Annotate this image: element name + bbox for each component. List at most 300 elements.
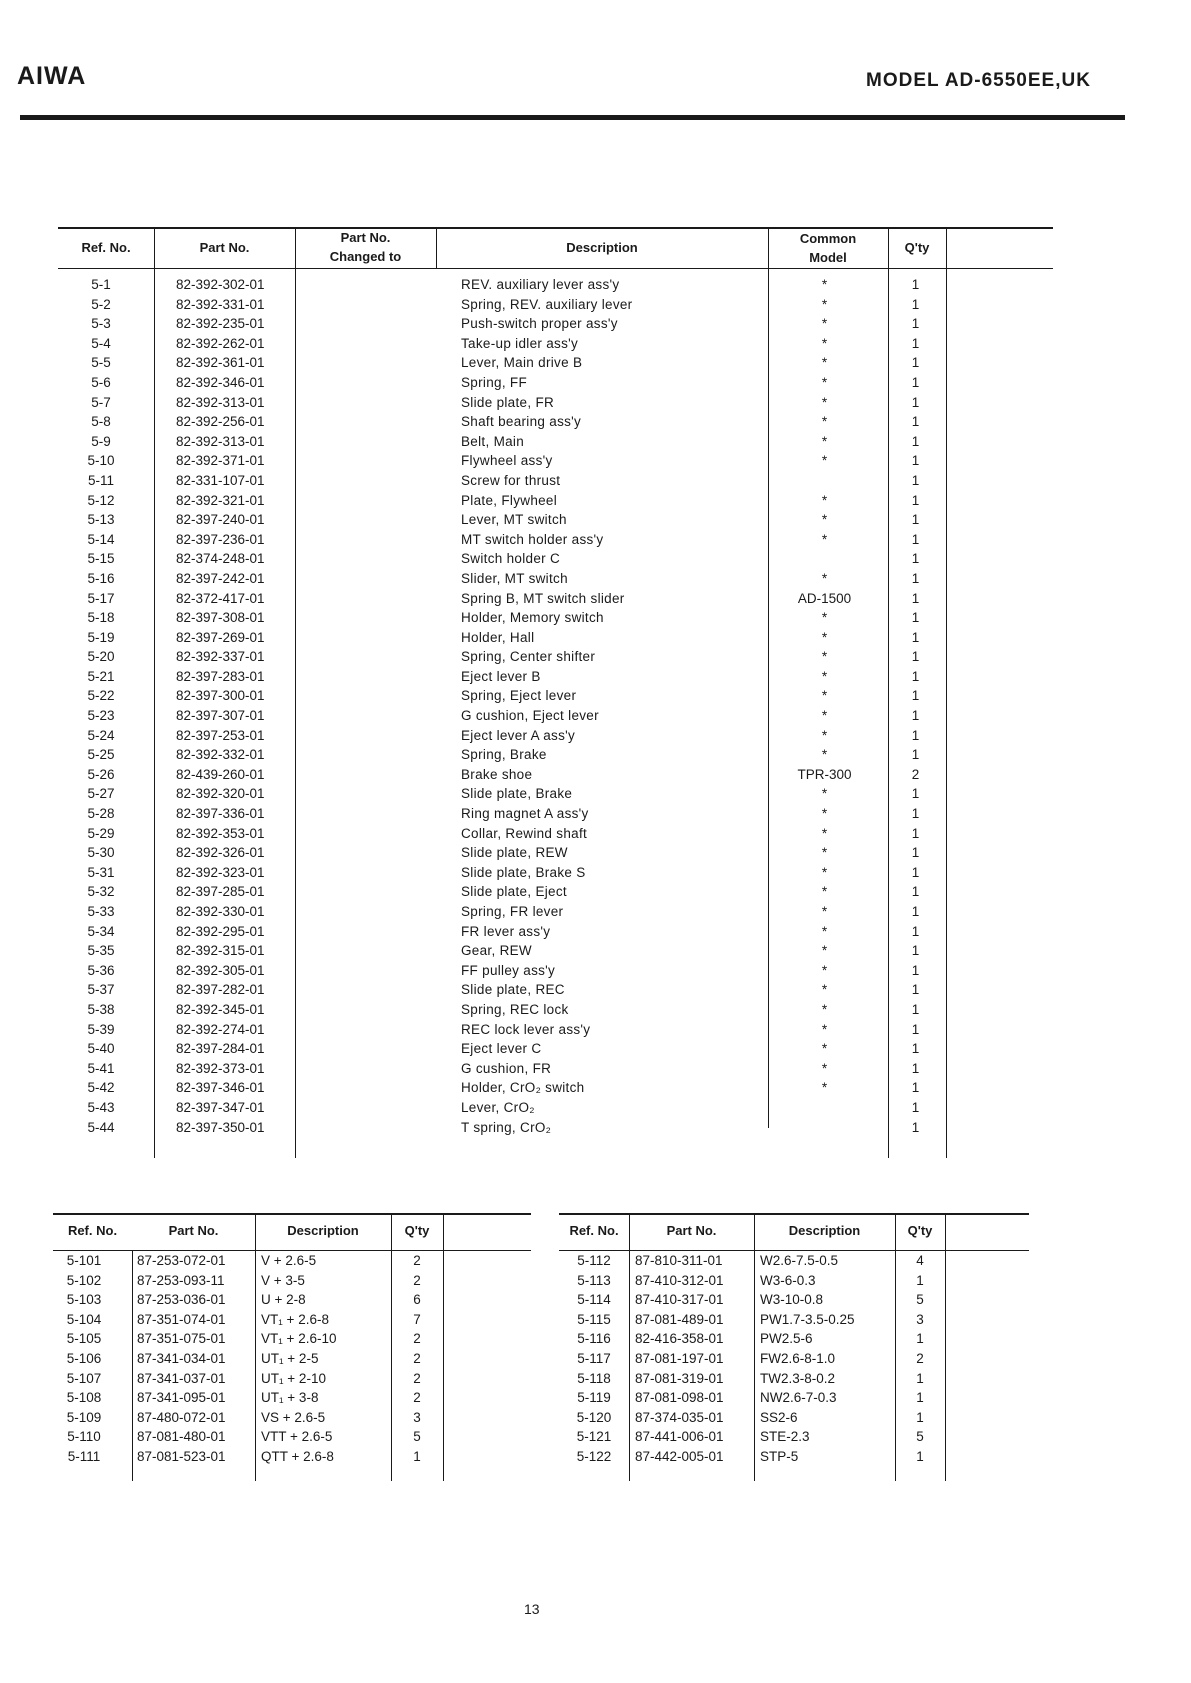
cell-common-model: *	[821, 786, 828, 802]
cell-qty: 1	[911, 1060, 920, 1076]
cell-common-model: *	[821, 962, 828, 978]
cell-part-no: 82-392-256-01	[176, 414, 265, 430]
cell-description: Spring, Eject lever	[461, 688, 577, 704]
cell-ref-no: 5-36	[87, 962, 115, 978]
cell-qty: 6	[413, 1292, 421, 1308]
cell-common-model: *	[821, 649, 828, 665]
cell-qty: 1	[911, 610, 920, 626]
cell-qty: 1	[911, 649, 920, 665]
cell-ref-no: 5-106	[66, 1350, 102, 1366]
cell-part-no: 82-392-337-01	[176, 649, 265, 665]
cell-ref-no: 5-27	[87, 786, 115, 802]
cell-qty: 3	[916, 1311, 924, 1327]
cell-ref-no: 5-12	[87, 492, 115, 508]
cell-description: Holder, CrO₂ switch	[461, 1080, 585, 1096]
cell-common-model: *	[821, 1041, 828, 1057]
cell-ref-no: 5-33	[87, 904, 115, 919]
cell-qty: 1	[911, 884, 920, 900]
cell-description: G cushion, Eject lever	[461, 708, 599, 724]
cell-description: Slide plate, REW	[461, 845, 568, 861]
cell-ref-no: 5-120	[576, 1409, 612, 1425]
cell-ref-no: 5-101	[66, 1253, 102, 1268]
cell-part-no: 82-397-347-01	[176, 1099, 265, 1115]
cell-common-model: *	[821, 374, 828, 390]
table-row	[58, 530, 1053, 550]
header-description: Description	[788, 1223, 861, 1238]
cell-ref-no: 5-40	[87, 1041, 115, 1057]
cell-common-model: *	[821, 355, 828, 371]
brand-logo: AIWA	[17, 62, 87, 90]
table-row	[58, 491, 1053, 511]
cell-common-model: *	[821, 335, 828, 351]
cell-ref-no: 5-102	[66, 1272, 102, 1288]
cell-ref-no: 5-3	[91, 316, 111, 332]
cell-part-no: 82-397-285-01	[176, 884, 265, 900]
cell-description: Spring, FF	[461, 374, 528, 390]
header-qty: Q'ty	[904, 240, 930, 255]
table-row	[58, 1000, 1053, 1020]
cell-description: W3-6-0.3	[760, 1272, 816, 1288]
cell-description: VS + 2.6-5	[261, 1409, 326, 1425]
cell-common-model: *	[821, 668, 828, 684]
cell-common-model: *	[821, 688, 828, 704]
table-row	[58, 667, 1053, 687]
table-row	[559, 1447, 1029, 1467]
cell-ref-no: 5-116	[577, 1331, 611, 1347]
table-row	[58, 706, 1053, 726]
cell-ref-no: 5-24	[87, 727, 115, 743]
cell-qty: 1	[911, 512, 920, 528]
cell-ref-no: 5-111	[67, 1448, 101, 1464]
table-row	[53, 1408, 531, 1428]
cell-part-no: 82-397-236-01	[176, 531, 265, 547]
cell-qty: 1	[911, 1099, 920, 1115]
cell-description: VT₁ + 2.6-8	[261, 1311, 329, 1327]
cell-description: TW2.3-8-0.2	[760, 1370, 836, 1386]
cell-qty: 5	[916, 1429, 924, 1445]
cell-description: Spring, Brake	[461, 747, 547, 763]
cell-common-model: *	[821, 727, 828, 743]
cell-part-no: 87-810-311-01	[635, 1253, 723, 1268]
cell-ref-no: 5-30	[87, 845, 115, 861]
cell-common-model: *	[821, 982, 828, 998]
cell-common-model: *	[821, 943, 828, 959]
cell-part-no: 82-392-353-01	[176, 825, 265, 841]
cell-common-model: *	[821, 708, 828, 724]
cell-description: REV. auxiliary lever ass'y	[461, 277, 620, 292]
cell-description: Slide plate, Eject	[461, 884, 567, 900]
table-row	[58, 824, 1053, 844]
cell-description: Spring, FR lever	[461, 904, 564, 919]
cell-qty: 1	[911, 629, 920, 645]
cell-part-no: 82-372-417-01	[176, 590, 265, 606]
cell-ref-no: 5-118	[577, 1370, 611, 1386]
cell-description: Lever, MT switch	[461, 512, 567, 528]
cell-description: Spring, Center shifter	[461, 649, 596, 665]
cell-part-no: 82-397-346-01	[176, 1080, 265, 1096]
cell-description: UT₁ + 2-5	[261, 1350, 319, 1366]
cell-description: Slider, MT switch	[461, 570, 568, 586]
cell-description: VT₁ + 2.6-10	[261, 1331, 337, 1347]
table-row	[58, 353, 1053, 373]
cell-description: U + 2-8	[261, 1292, 306, 1308]
column-divider	[946, 227, 947, 268]
cell-common-model: *	[821, 277, 828, 292]
cell-description: FR lever ass'y	[461, 923, 551, 939]
cell-part-no: 87-351-074-01	[137, 1311, 226, 1327]
cell-description: V + 2.6-5	[261, 1253, 317, 1268]
cell-part-no: 82-397-284-01	[176, 1041, 265, 1057]
cell-ref-no: 5-113	[577, 1272, 611, 1288]
cell-common-model: *	[821, 1021, 828, 1037]
cell-common-model: *	[821, 610, 828, 626]
cell-ref-no: 5-39	[87, 1021, 115, 1037]
cell-part-no: 82-392-346-01	[176, 374, 265, 390]
cell-description: Brake shoe	[461, 766, 533, 782]
cell-qty: 1	[911, 668, 920, 684]
table-row	[58, 686, 1053, 706]
header-qty: Q'ty	[907, 1223, 933, 1238]
table-row	[559, 1310, 1029, 1330]
cell-ref-no: 5-6	[91, 374, 111, 390]
cell-qty: 1	[911, 943, 920, 959]
cell-description: Gear, REW	[461, 943, 532, 959]
table-top-rule	[53, 1213, 531, 1215]
cell-common-model: *	[821, 512, 828, 528]
cell-part-no: 82-392-235-01	[176, 316, 265, 332]
screw-table-left	[53, 1213, 531, 1481]
cell-common-model: *	[821, 1080, 828, 1096]
cell-common-model: *	[821, 492, 828, 508]
table-row	[559, 1349, 1029, 1369]
cell-ref-no: 5-43	[87, 1099, 115, 1115]
cell-ref-no: 5-104	[66, 1311, 102, 1327]
table-row	[58, 295, 1053, 315]
cell-description: Ring magnet A ass'y	[461, 806, 589, 822]
cell-ref-no: 5-9	[91, 433, 111, 449]
table-row	[58, 510, 1053, 530]
cell-part-no: 82-392-302-01	[176, 277, 265, 292]
model-title: MODEL AD-6550EE,UK	[866, 70, 1091, 91]
cell-description: Slide plate, FR	[461, 394, 555, 410]
table-row	[58, 882, 1053, 902]
table-row	[53, 1251, 531, 1271]
table-row	[53, 1310, 531, 1330]
cell-part-no: 87-081-523-01	[137, 1448, 226, 1464]
cell-qty: 1	[911, 982, 920, 998]
cell-ref-no: 5-32	[87, 884, 115, 900]
cell-ref-no: 5-107	[66, 1370, 102, 1386]
cell-ref-no: 5-37	[87, 982, 115, 998]
cell-description: Push-switch proper ass'y	[461, 316, 618, 332]
table-row	[53, 1388, 531, 1408]
table-row	[53, 1427, 531, 1447]
cell-ref-no: 5-119	[577, 1390, 611, 1406]
cell-qty: 1	[911, 747, 920, 763]
cell-description: Slide plate, Brake	[461, 786, 573, 802]
table-row	[58, 1059, 1053, 1079]
cell-qty: 1	[916, 1409, 924, 1425]
cell-description: STE-2.3	[760, 1429, 810, 1445]
table-row	[58, 1078, 1053, 1098]
cell-part-no: 82-439-260-01	[176, 766, 265, 782]
cell-description: G cushion, FR	[461, 1060, 552, 1076]
table-row	[53, 1271, 531, 1291]
cell-qty: 2	[911, 766, 920, 782]
cell-ref-no: 5-26	[87, 766, 115, 782]
cell-part-no: 82-397-307-01	[176, 708, 265, 724]
cell-part-no: 87-351-075-01	[137, 1331, 226, 1347]
cell-common-model: TPR-300	[797, 766, 852, 782]
cell-part-no: 82-416-358-01	[635, 1331, 724, 1347]
table-row	[58, 902, 1053, 922]
cell-qty: 2	[413, 1253, 421, 1268]
cell-common-model: *	[821, 884, 828, 900]
cell-description: Screw for thrust	[461, 472, 561, 488]
cell-description: Spring, REC lock	[461, 1001, 569, 1017]
table-row	[559, 1369, 1029, 1389]
cell-part-no: 82-392-321-01	[176, 492, 265, 508]
cell-ref-no: 5-4	[91, 335, 111, 351]
cell-description: Lever, CrO₂	[461, 1099, 535, 1115]
table-row	[58, 608, 1053, 628]
cell-qty: 1	[911, 433, 920, 449]
cell-common-model: *	[821, 904, 828, 919]
cell-qty: 2	[413, 1350, 421, 1366]
cell-part-no: 82-397-350-01	[176, 1119, 265, 1135]
table-row	[58, 334, 1053, 354]
cell-qty: 1	[911, 277, 920, 292]
cell-part-no: 82-397-253-01	[176, 727, 265, 743]
cell-part-no: 82-392-320-01	[176, 786, 265, 802]
cell-qty: 1	[911, 492, 920, 508]
cell-ref-no: 5-42	[87, 1080, 115, 1096]
cell-common-model: *	[821, 806, 828, 822]
cell-part-no: 82-397-283-01	[176, 668, 265, 684]
table-row	[559, 1408, 1029, 1428]
cell-ref-no: 5-114	[577, 1292, 611, 1308]
cell-common-model: *	[821, 629, 828, 645]
cell-part-no: 82-392-313-01	[176, 394, 265, 410]
table-row	[58, 275, 1053, 295]
header-part-no-changed: Part No.	[340, 230, 391, 245]
cell-qty: 1	[916, 1390, 924, 1406]
cell-description: MT switch holder ass'y	[461, 531, 604, 547]
cell-part-no: 82-392-332-01	[176, 747, 265, 763]
cell-part-no: 87-410-317-01	[635, 1292, 724, 1308]
cell-common-model: *	[821, 453, 828, 469]
right-table-body	[559, 1251, 1029, 1467]
cell-ref-no: 5-29	[87, 825, 115, 841]
cell-qty: 1	[911, 472, 920, 488]
table-row	[53, 1290, 531, 1310]
cell-common-model: *	[821, 296, 828, 312]
table-row	[58, 784, 1053, 804]
cell-ref-no: 5-19	[87, 629, 115, 645]
table-row	[58, 765, 1053, 785]
cell-part-no: 87-410-312-01	[635, 1272, 724, 1288]
cell-qty: 1	[413, 1448, 421, 1464]
cell-part-no: 82-331-107-01	[176, 472, 265, 488]
cell-part-no: 87-253-072-01	[137, 1253, 226, 1268]
cell-ref-no: 5-110	[67, 1429, 101, 1445]
cell-qty: 7	[413, 1311, 421, 1327]
table-row	[53, 1447, 531, 1467]
cell-part-no: 87-341-095-01	[137, 1390, 226, 1406]
cell-qty: 1	[911, 727, 920, 743]
cell-common-model: *	[821, 570, 828, 586]
cell-qty: 1	[911, 551, 920, 567]
table-row	[58, 314, 1053, 334]
table-row	[58, 373, 1053, 393]
cell-ref-no: 5-14	[87, 531, 115, 547]
cell-description: Lever, Main drive B	[461, 355, 583, 371]
cell-ref-no: 5-31	[87, 864, 115, 880]
cell-ref-no: 5-112	[577, 1253, 611, 1268]
cell-ref-no: 5-103	[66, 1292, 102, 1308]
cell-description: Slide plate, REC	[461, 982, 565, 998]
cell-description: Holder, Hall	[461, 629, 535, 645]
cell-description: Plate, Flywheel	[461, 492, 558, 508]
cell-qty: 1	[911, 453, 920, 469]
cell-qty: 3	[413, 1409, 421, 1425]
cell-description: SS2-6	[760, 1409, 798, 1425]
cell-description: NW2.6-7-0.3	[760, 1390, 837, 1406]
cell-qty: 1	[911, 316, 920, 332]
cell-part-no: 87-081-489-01	[635, 1311, 724, 1327]
cell-part-no: 82-392-330-01	[176, 904, 265, 919]
cell-ref-no: 5-115	[577, 1311, 611, 1327]
cell-description: Switch holder C	[461, 551, 561, 567]
table-row	[58, 1020, 1053, 1040]
cell-qty: 4	[916, 1253, 924, 1268]
table-row	[58, 745, 1053, 765]
cell-qty: 5	[916, 1292, 924, 1308]
cell-description: Eject lever C	[461, 1041, 542, 1057]
cell-part-no: 82-392-361-01	[176, 355, 265, 371]
cell-ref-no: 5-15	[87, 551, 115, 567]
cell-ref-no: 5-10	[87, 453, 115, 469]
table-row	[58, 393, 1053, 413]
cell-ref-no: 5-23	[87, 708, 115, 724]
cell-common-model: *	[821, 1060, 828, 1076]
cell-common-model: *	[821, 316, 828, 332]
cell-description: W2.6-7.5-0.5	[760, 1253, 839, 1268]
cell-part-no: 87-081-197-01	[635, 1350, 724, 1366]
cell-ref-no: 5-38	[87, 1001, 115, 1017]
cell-part-no: 82-392-373-01	[176, 1060, 265, 1076]
cell-ref-no: 5-34	[87, 923, 115, 939]
cell-part-no: 87-480-072-01	[137, 1409, 226, 1425]
cell-qty: 1	[916, 1331, 924, 1347]
cell-description: Shaft bearing ass'y	[461, 414, 582, 430]
cell-description: UT₁ + 3-8	[261, 1390, 319, 1406]
cell-common-model: AD-1500	[797, 590, 852, 606]
cell-ref-no: 5-5	[91, 355, 111, 371]
cell-part-no: 87-374-035-01	[635, 1409, 724, 1425]
table-header-rule	[58, 268, 1053, 269]
cell-qty: 2	[413, 1272, 421, 1288]
table-row	[559, 1251, 1029, 1271]
cell-qty: 1	[911, 414, 920, 430]
cell-common-model: *	[821, 864, 828, 880]
cell-description: PW1.7-3.5-0.25	[760, 1311, 855, 1327]
cell-description: Slide plate, Brake S	[461, 864, 586, 880]
table-row	[58, 451, 1053, 471]
table-row	[58, 1039, 1053, 1059]
cell-ref-no: 5-41	[87, 1060, 115, 1076]
cell-part-no: 87-341-034-01	[137, 1350, 226, 1366]
cell-qty: 1	[911, 335, 920, 351]
cell-description: UT₁ + 2-10	[261, 1370, 326, 1386]
header-part-no: Part No.	[199, 240, 250, 255]
page-number: 13	[524, 1601, 540, 1617]
cell-description: Take-up idler ass'y	[461, 335, 579, 351]
cell-qty: 1	[911, 590, 920, 606]
cell-description: W3-10-0.8	[760, 1292, 824, 1308]
cell-qty: 1	[911, 1080, 920, 1096]
table-row	[58, 843, 1053, 863]
cell-common-model: *	[821, 531, 828, 547]
cell-ref-no: 5-25	[87, 747, 115, 763]
cell-qty: 1	[911, 355, 920, 371]
cell-qty: 1	[911, 570, 920, 586]
cell-qty: 1	[911, 1119, 920, 1135]
table-row	[58, 863, 1053, 883]
cell-part-no: 87-253-036-01	[137, 1292, 226, 1308]
cell-qty: 1	[911, 786, 920, 802]
cell-part-no: 82-392-313-01	[176, 433, 265, 449]
cell-qty: 2	[413, 1390, 421, 1406]
cell-qty: 1	[911, 825, 920, 841]
header-common: Common	[799, 231, 857, 246]
header-description: Description	[566, 240, 638, 255]
cell-ref-no: 5-16	[87, 570, 115, 586]
cell-ref-no: 5-20	[87, 649, 115, 665]
cell-ref-no: 5-105	[66, 1331, 102, 1347]
cell-part-no: 82-392-331-01	[176, 296, 265, 312]
table-row	[559, 1388, 1029, 1408]
header-part-no: Part No.	[666, 1223, 717, 1238]
cell-ref-no: 5-117	[577, 1350, 611, 1366]
cell-common-model: *	[821, 414, 828, 430]
table-row	[58, 412, 1053, 432]
table-row	[559, 1427, 1029, 1447]
cell-part-no: 82-392-305-01	[176, 962, 265, 978]
cell-ref-no: 5-109	[66, 1409, 102, 1425]
cell-ref-no: 5-44	[87, 1119, 115, 1135]
cell-description: VTT + 2.6-5	[261, 1429, 333, 1445]
table-row	[53, 1329, 531, 1349]
cell-part-no: 87-081-098-01	[635, 1390, 724, 1406]
cell-ref-no: 5-28	[87, 806, 115, 822]
cell-description: Spring, REV. auxiliary lever	[461, 296, 633, 312]
cell-qty: 1	[911, 374, 920, 390]
cell-qty: 1	[916, 1448, 924, 1464]
cell-qty: 2	[916, 1350, 924, 1366]
cell-qty: 1	[911, 806, 920, 822]
header-ref-no: Ref. No.	[81, 240, 131, 255]
cell-description: QTT + 2.6-8	[261, 1448, 334, 1464]
cell-qty: 1	[911, 1021, 920, 1037]
cell-part-no: 82-392-262-01	[176, 335, 265, 351]
cell-description: T spring, CrO₂	[461, 1119, 552, 1135]
cell-ref-no: 5-7	[91, 394, 111, 410]
table-row	[58, 1118, 1053, 1138]
cell-part-no: 82-392-326-01	[176, 845, 265, 861]
table-row	[58, 647, 1053, 667]
table-row	[58, 804, 1053, 824]
